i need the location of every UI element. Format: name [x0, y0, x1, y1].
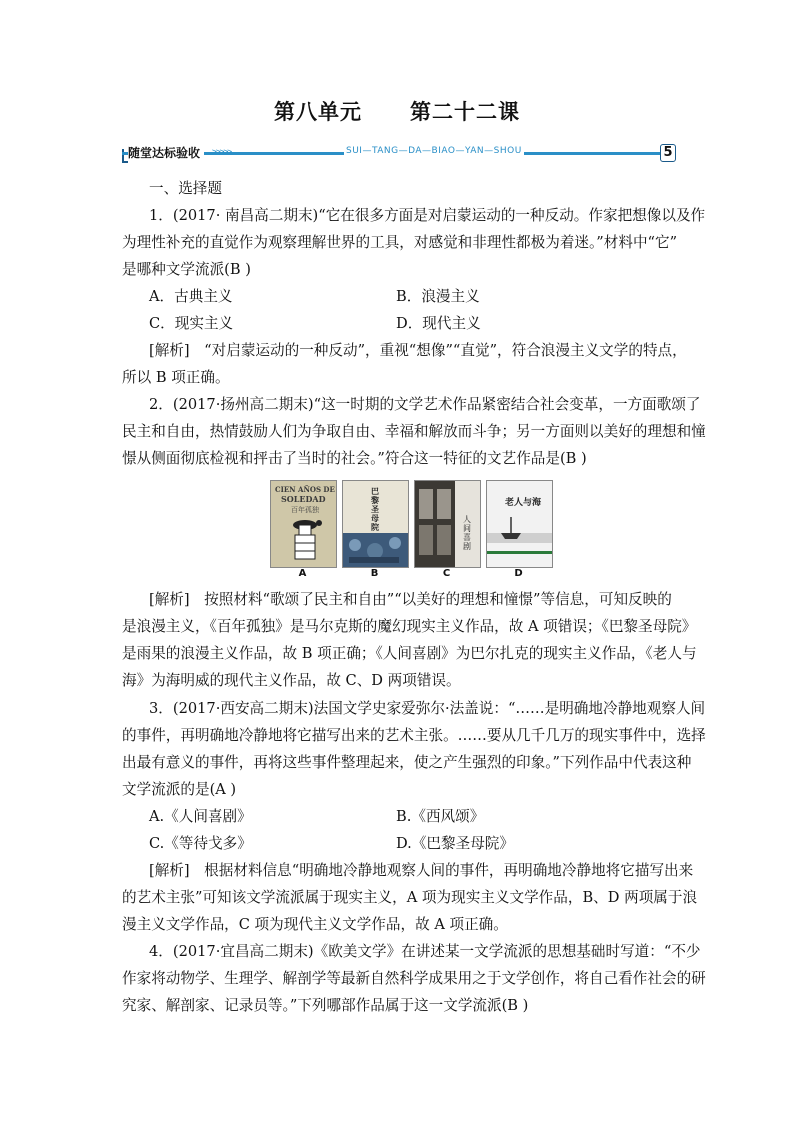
page-title: [0, 96, 794, 126]
lesson-title: 第二十二课: [410, 100, 520, 124]
q4-line-3: 究家、解剖家、记录员等。”下列哪部作品属于这一文学流派(B ): [122, 997, 529, 1014]
cover-c-char-2: 间: [463, 524, 471, 533]
q3-line-3: 出最有意义的事件，再将这些事件整理起来，使之产生强烈的印象。”下列作品中代表这种: [122, 754, 692, 771]
book-label-d: D: [514, 568, 523, 579]
book-label-b: B: [370, 568, 379, 579]
q1-analysis-2: 所以 B 项正确。: [122, 369, 230, 386]
cover-b-char-1: 巴: [371, 486, 379, 496]
banner-arrows: >>>>>: [212, 147, 232, 156]
section-banner: [122, 144, 678, 162]
q3-analysis-3: 漫主义文学作品，C 项为现代主义文学作品，故 A 项正确。: [122, 916, 508, 933]
unit-title: 第八单元: [274, 100, 362, 124]
q3-option-d: D.《巴黎圣母院》: [396, 835, 514, 852]
q2-analysis-2: 是浪漫主义，《百年孤独》是马尔克斯的魔幻现实主义作品，故 A 项错误；《巴黎圣母院》: [122, 618, 697, 635]
cover-c-char-4: 剧: [463, 542, 471, 551]
q1-option-c: C．现实主义: [149, 315, 234, 332]
cover-d-boat-icon: [487, 511, 552, 567]
q1-line-1: 1．(2017· 南昌高二期末)“它在很多方面是对启蒙运动的一种反动。作家把想像以及作: [149, 207, 706, 224]
q2-analysis-3: 是雨果的浪漫主义作品，故 B 项正确；《人间喜剧》为巴尔扎克的现实主义作品，《老人与: [122, 645, 697, 662]
banner-number: 5: [660, 144, 676, 162]
q2-analysis-4: 海》为海明威的现代主义作品，故 C、D 两项错误。: [122, 672, 461, 689]
banner-label: 随堂达标验收: [128, 144, 204, 162]
q1-line-2: 为理性补充的直觉作为观察理解世界的工具，对感觉和非理性都极为着迷。”材料中“它”: [122, 234, 678, 251]
q2-line-1: 2．(2017·扬州高二期末)“这一时期的文学艺术作品紧密结合社会变革，一方面歌颂了: [149, 396, 701, 413]
book-cover-a: [270, 480, 337, 568]
q3-option-b: B.《西风颂》: [396, 808, 485, 825]
section-heading: 一、选择题: [149, 180, 222, 197]
cover-a-figure-icon: [285, 515, 325, 565]
cover-b-char-5: 院: [371, 522, 379, 532]
book-cover-d: [486, 480, 553, 568]
q3-option-a: A.《人间喜剧》: [149, 808, 252, 825]
q2-line-3: 憬从侧面彻底检视和抨击了当时的社会。”符合这一特征的文艺作品是(B ): [122, 450, 587, 467]
cover-d-title: 老人与海: [505, 498, 542, 508]
q4-line-2: 作家将动物学、生理学、解剖学等最新自然科学成果用之于文学创作，将自己看作社会的研: [122, 970, 706, 987]
cover-b-title: [371, 487, 380, 532]
cover-c-char-3: 喜: [463, 533, 471, 542]
banner-pinyin: SUI—TANG—DA—BIAO—YAN—SHOU: [346, 146, 522, 156]
book-cover-c: [414, 480, 481, 568]
cover-c-title: [463, 515, 472, 551]
q4-line-1: 4．(2017·宜昌高二期末)《欧美文学》在讲述某一文学流派的思想基础时写道：“不少: [149, 943, 701, 960]
cover-c-char-1: 人: [463, 515, 471, 524]
q3-line-2: 的事件，再明确地冷静地将它描写出来的艺术主张。……要从几千几万的现实事件中，选择: [122, 727, 706, 744]
cover-a-title-1: CIEN AÑOS DE: [275, 485, 335, 494]
q3-line-4: 文学流派的是(A ): [122, 781, 237, 798]
book-label-a: A: [298, 568, 307, 579]
q3-option-c: C.《等待戈多》: [149, 835, 252, 852]
book-cover-b: [342, 480, 409, 568]
cover-b-char-2: 黎: [371, 495, 379, 505]
cover-b-char-3: 圣: [371, 504, 379, 514]
q1-option-a: A．古典主义: [149, 288, 233, 305]
q3-analysis-2: 的艺术主张”可知该文学流派属于现实主义，A 项为现实主义文学作品，B、D 两项属于浪: [122, 889, 698, 906]
q3-line-1: 3．(2017·西安高二期末)法国文学史家爱弥尔·法盖说：“……是明确地冷静地观察人间: [149, 700, 706, 717]
q2-analysis-1: [解析] 按照材料“歌颂了民主和自由”“以美好的理想和憧憬”等信息，可知反映的: [149, 591, 672, 608]
q1-option-b: B．浪漫主义: [396, 288, 480, 305]
q1-line-3: 是哪种文学流派(B ): [122, 261, 251, 278]
cover-b-char-4: 母: [371, 513, 379, 523]
book-covers: [270, 480, 552, 580]
q1-analysis-1: [解析] “对启蒙运动的一种反动”，重视“想像”“直觉”，符合浪漫主义文学的特点，: [149, 342, 687, 359]
cover-a-title-2: SOLEDAD: [281, 494, 326, 504]
q1-option-d: D．现代主义: [396, 315, 481, 332]
book-label-c: C: [442, 568, 451, 579]
q3-analysis-1: [解析] 根据材料信息“明确地冷静地观察人间的事件，再明确地冷静地将它描写出来: [149, 862, 694, 879]
cover-a-title-3: 百年孤独: [291, 506, 319, 514]
q2-line-2: 民主和自由，热情鼓励人们为争取自由、幸福和解放而斗争；另一方面则以美好的理想和憧: [122, 423, 706, 440]
cover-b-pattern-icon: [343, 533, 408, 567]
